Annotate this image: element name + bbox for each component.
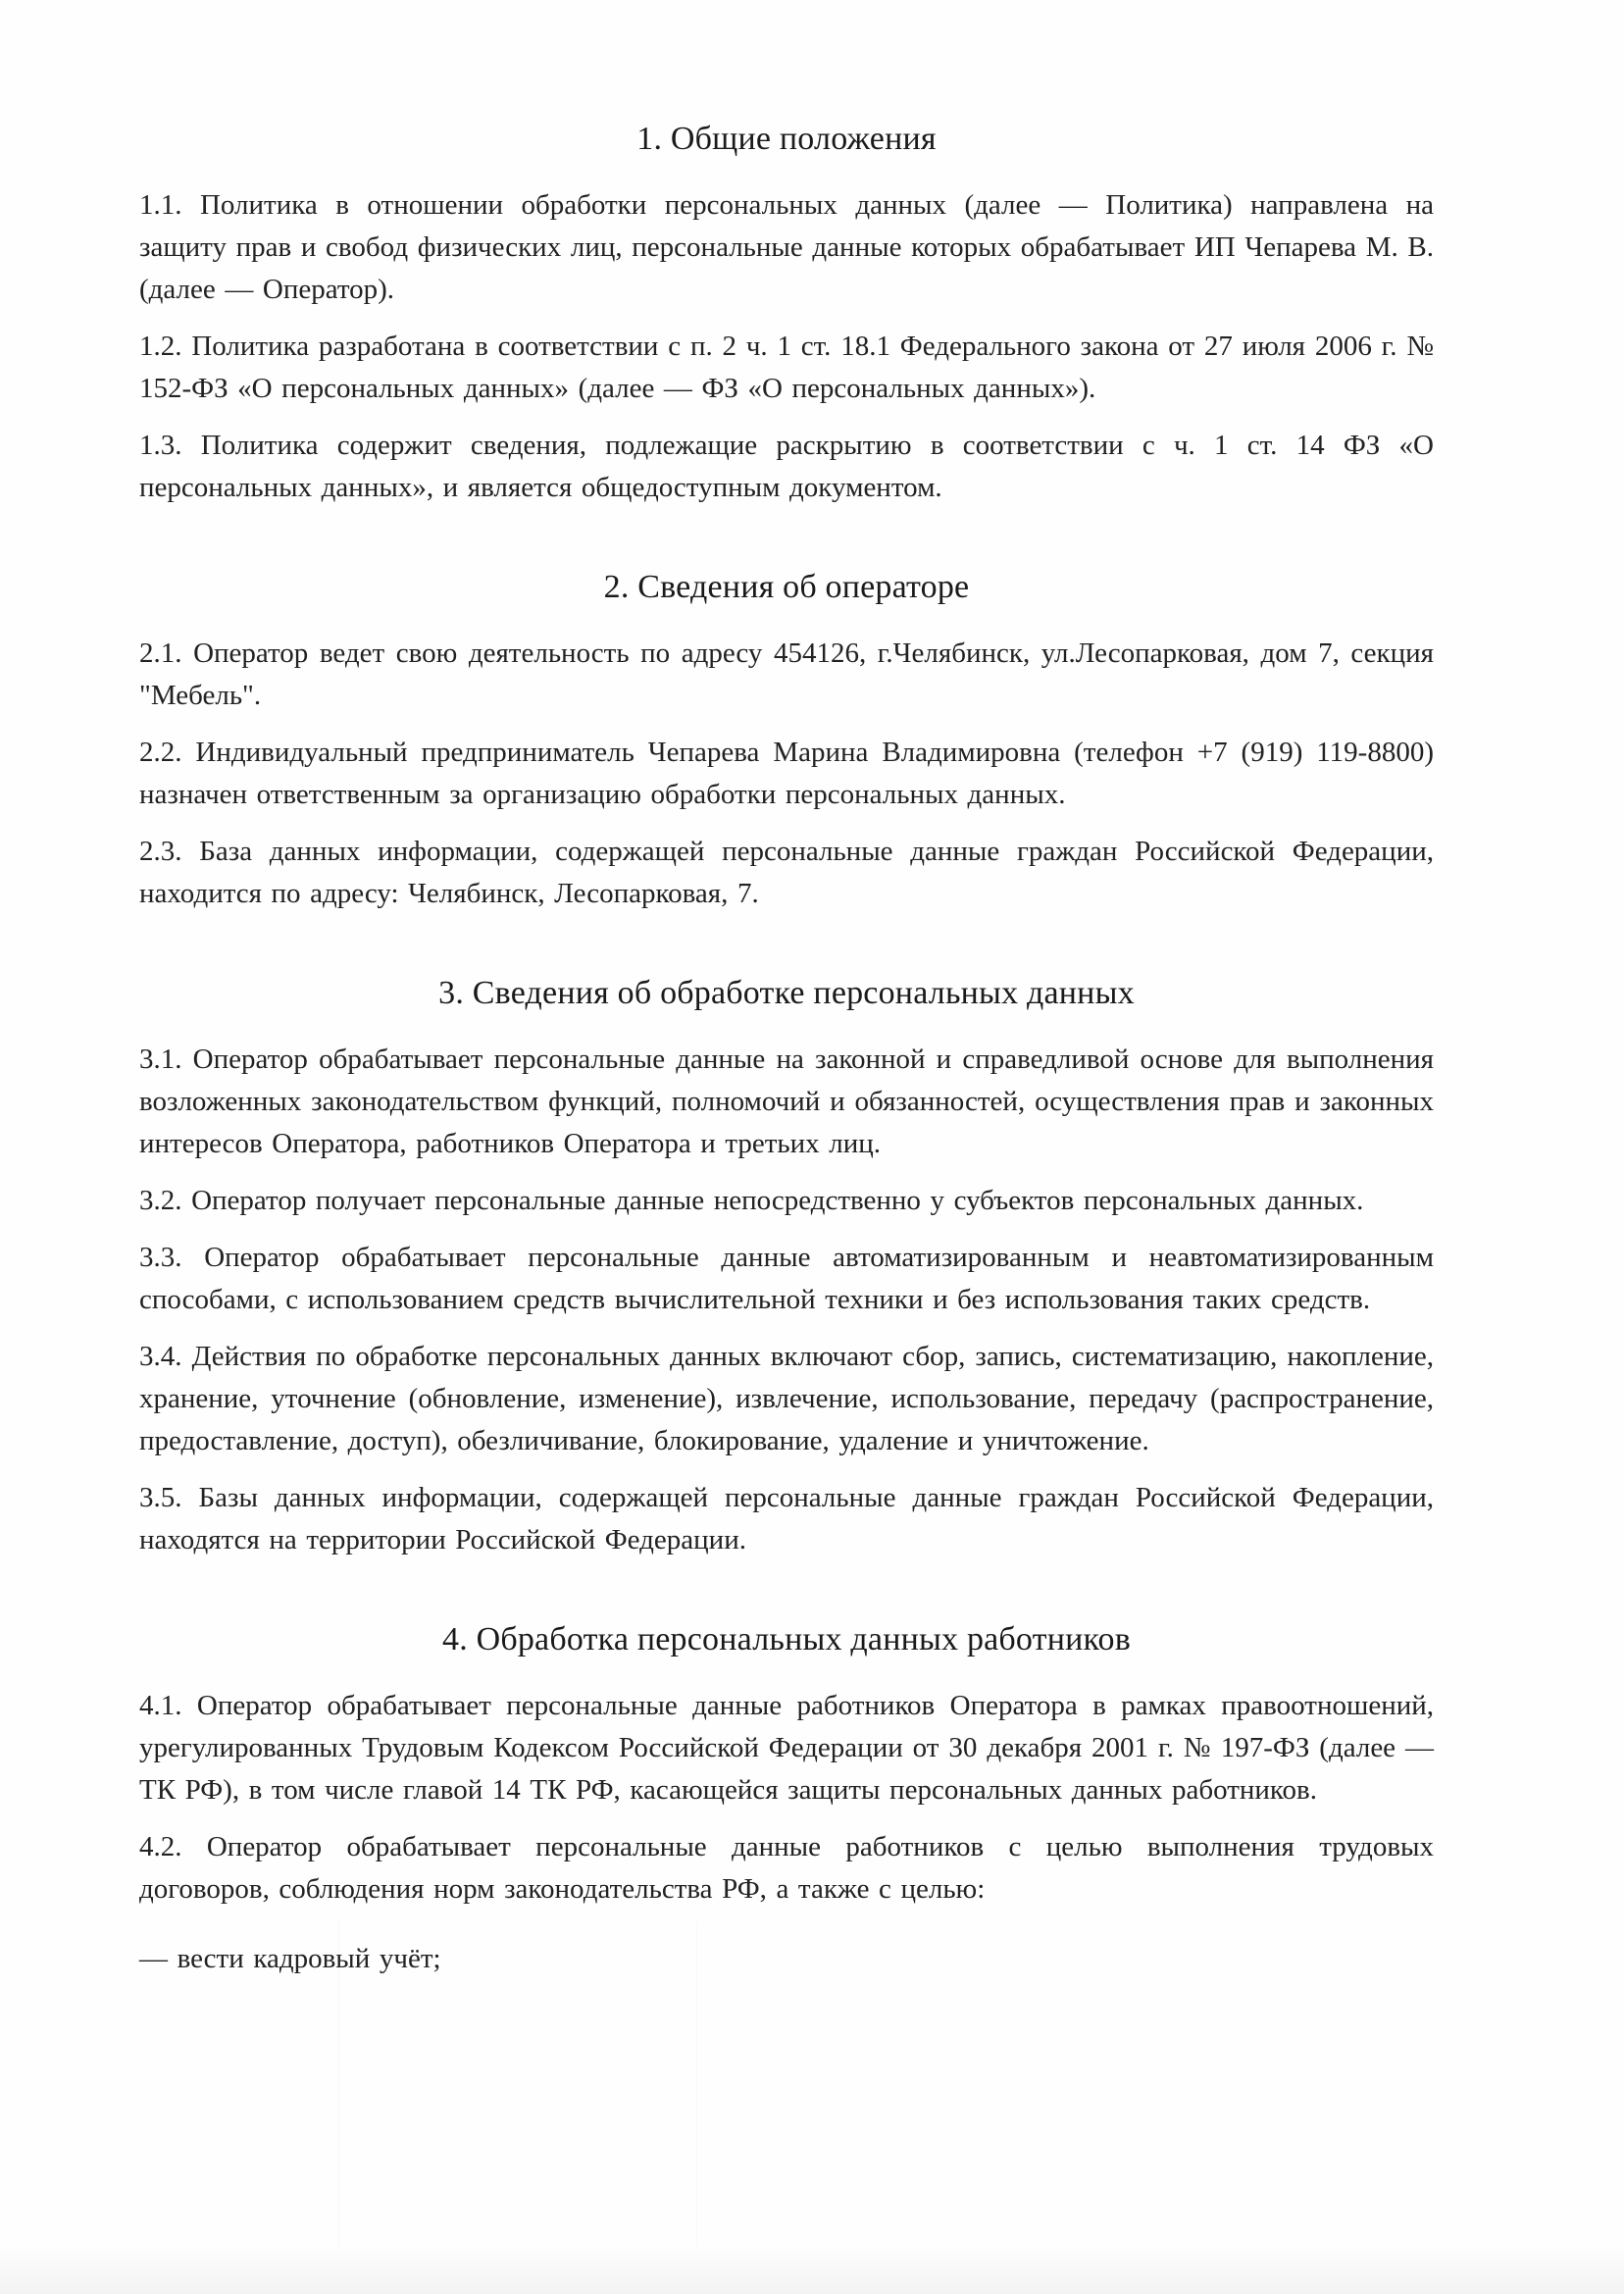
section-heading-3: 3. Сведения об обработке персональных данных (438, 975, 1135, 1011)
paragraph-3-4: 3.4. Действия по обработке персональных данных включают сбор, запись, систематизацию, накопление, хранение, уточнение (обновление, изменение), извлечение, использование, передачу (распространение, предоставление, доступ), обезличивание, блокирование, удаление и уничтожение. (139, 1341, 1434, 1456)
paragraph-3-3: 3.3. Оператор обрабатывает персональные данные автоматизированным и неавтоматизированным способами, с использованием средств вычислительной техники и без использования таких средств. (139, 1242, 1434, 1315)
section-heading-4: 4. Обработка персональных данных работников (442, 1621, 1131, 1657)
paragraph-4-2: 4.2. Оператор обрабатывает персональные данные работников с целью выполнения трудовых договоров, соблюдения норм законодательства РФ, а также с целью: (139, 1831, 1434, 1905)
scan-fold-line-right (696, 1922, 697, 2246)
paragraph-3-1: 3.1. Оператор обрабатывает персональные данные на законной и справедливой основе для выполнения возложенных законодательством функций, полномочий и обязанностей, осуществления прав и законных интересов Оператора, работников Оператора и третьих лиц. (139, 1044, 1434, 1159)
section-heading-1: 1. Общие положения (636, 121, 937, 157)
scan-fold-line-left (338, 1922, 339, 2246)
paragraph-2-3: 2.3. База данных информации, содержащей персональные данные граждан Российской Федерации, находится по адресу: Челябинск, Лесопарковая, 7. (139, 836, 1434, 909)
section-employee-data (139, 1618, 1434, 1980)
paragraph-1-1: 1.1. Политика в отношении обработки персональных данных (далее — Политика) направлена на защиту прав и свобод физических лиц, персональные данные которых обрабатывает ИП Чепарева М. В. (далее — Оператор). (139, 189, 1434, 305)
paragraph-4-1: 4.1. Оператор обрабатывает персональные данные работников Оператора в рамках правоотношений, урегулированных Трудовым Кодексом Российской Федерации от 30 декабря 2001 г. № 197-ФЗ (далее — ТК РФ), в том числе главой 14 ТК РФ, касающейся защиты персональных данных работников. (139, 1690, 1434, 1806)
scan-bottom-shadow (0, 2243, 1624, 2294)
section-heading-2: 2. Сведения об операторе (603, 569, 970, 605)
section-processing-info (139, 972, 1434, 1561)
paragraph-2-2: 2.2. Индивидуальный предприниматель Чепарева Марина Владимировна (телефон +7 (919) 119-8800) назначен ответственным за организацию обработки персональных данных. (139, 737, 1434, 810)
list-item-hr-records: — вести кадровый учёт; (139, 1943, 441, 1974)
section-general-provisions (139, 118, 1434, 509)
paragraph-2-1: 2.1. Оператор ведет свою деятельность по адресу 454126, г.Челябинск, ул.Лесопарковая, дом 7, секция "Мебель". (139, 637, 1434, 711)
paragraph-3-2: 3.2. Оператор получает персональные данные непосредственно у субъектов персональных данных. (139, 1185, 1364, 1216)
paragraph-1-3: 1.3. Политика содержит сведения, подлежащие раскрытию в соответствии с ч. 1 ст. 14 ФЗ «О персональных данных», и является общедоступным документом. (139, 430, 1434, 503)
document-content (139, 0, 1434, 1995)
paragraph-1-2: 1.2. Политика разработана в соответствии с п. 2 ч. 1 ст. 18.1 Федерального закона от 27 июля 2006 г. № 152-ФЗ «О персональных данных» (далее — ФЗ «О персональных данных»). (139, 331, 1434, 404)
section-operator-info (139, 566, 1434, 915)
paragraph-3-5: 3.5. Базы данных информации, содержащей персональные данные граждан Российской Федерации, находятся на территории Российской Федерации. (139, 1482, 1434, 1555)
